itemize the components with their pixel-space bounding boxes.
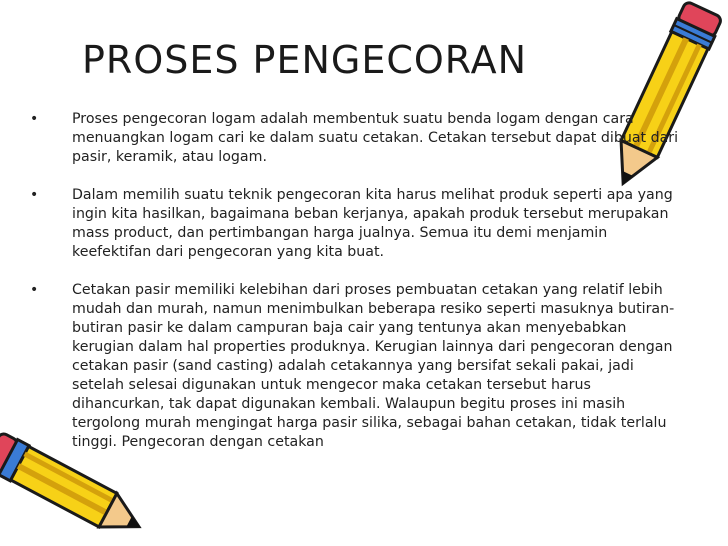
bullet-list bbox=[30, 110, 680, 471]
slide-title: PROSES PENGECORAN bbox=[82, 38, 528, 82]
bullet-text: Proses pengecoran logam adalah membentuk suatu benda logam dengan cara menuangkan logam cari ke dalam suatu cetakan. Cetakan tersebut dapat dibuat dari pasir, keramik, atau logam. bbox=[72, 111, 679, 165]
bullet-text: Cetakan pasir memiliki kelebihan dari proses pembuatan cetakan yang relatif lebih mudah dan murah, namun menimbulkan beberapa resiko seperti masuknya butiran-butiran pasir ke dalam campuran baja cair yang tentunya akan menyebabkan kerugian dalam hal properties produknya. Kerugian lainnya dari pengecoran dengan cetakan pasir (sand casting) adalah cetakannya yang bersifat sekali pakai, jadi setelah selesai digunakan untuk mengecor maka cetakan tersebut harus dihancurkan, tak dapat digunakan kembali. Walaupun begitu proses ini masih tergolong murah mengingat harga pasir silika, sebagai bahan cetakan, tidak terlalu tinggi. Pengecoran dengan cetakan bbox=[72, 282, 675, 450]
bullet-item bbox=[30, 110, 680, 167]
bullet-dot-icon: • bbox=[30, 111, 39, 127]
bullet-dot-icon: • bbox=[30, 187, 39, 203]
bullet-text: Dalam memilih suatu teknik pengecoran kita harus melihat produk seperti apa yang ingin kita hasilkan, bagaimana beban kerjanya, apakah produk tersebut merupakan mass product, dan pertimbangan harga jualnya. Semua itu demi menjamin keefektifan dari pengecoran yang kita buat. bbox=[72, 187, 673, 260]
bullet-item bbox=[30, 281, 680, 452]
bullet-dot-icon: • bbox=[30, 282, 39, 298]
bullet-item bbox=[30, 186, 680, 262]
